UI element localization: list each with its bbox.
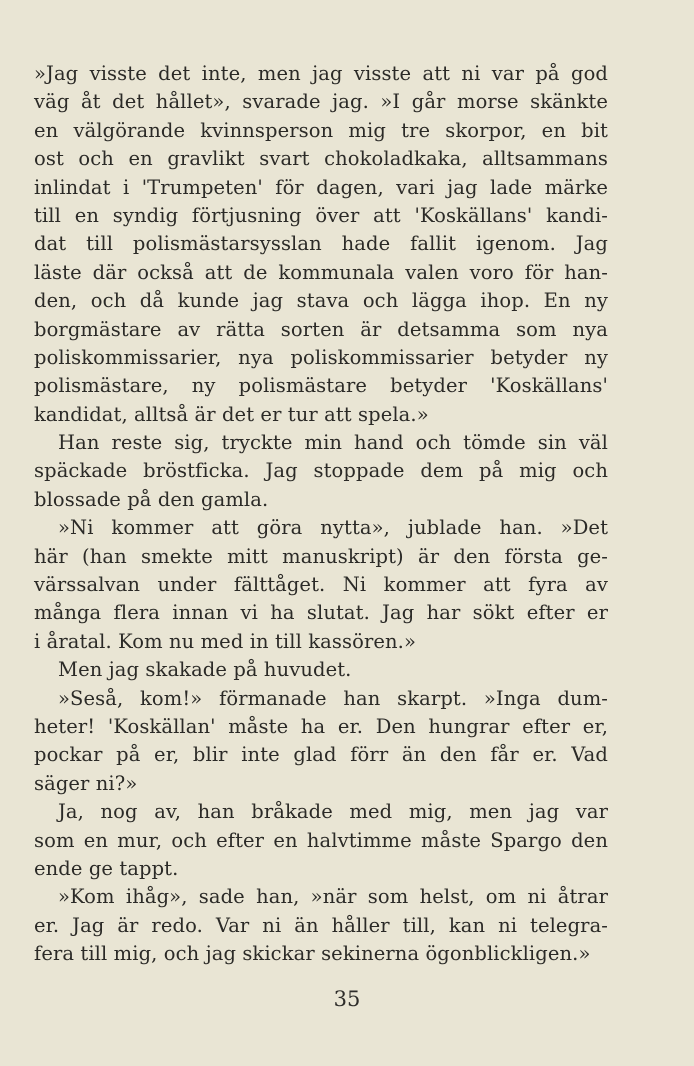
text-line: ende ge tappt. (34, 856, 179, 880)
text-line: polismästare, ny polismästare betyder 'Koskällans' (34, 374, 608, 398)
text-line: väg åt det hållet», svarade jag. »I går morse skänkte (34, 90, 608, 114)
text-line: borgmästare av rätta sorten är detsamma som nya (34, 317, 608, 341)
text-line: Men jag skakade på huvudet. (58, 658, 352, 682)
text-line: Han reste sig, tryckte min hand och tömde sin väl (58, 431, 608, 455)
text-line: dat till polismästarsysslan hade fallit igenom. Jag (34, 232, 608, 256)
text-line: »Seså, kom!» förmanade han skarpt. »Inga dum- (58, 686, 608, 710)
text-line: här (han smekte mitt manuskript) är den första ge- (34, 544, 608, 568)
text-line: »Ni kommer att göra nytta», jublade han. »Det (58, 516, 608, 540)
text-line: »Jag visste det inte, men jag visste att ni var på god (34, 62, 608, 85)
text-line: en välgörande kvinnsperson mig tre skorpor, en bit (34, 118, 608, 142)
paragraph-4 (34, 656, 608, 684)
text-line: säger ni?» (34, 771, 138, 795)
body-text (34, 60, 608, 969)
text-line: poliskommissarier, nya poliskommissarier betyder ny (34, 345, 608, 369)
text-line: pockar på er, blir inte glad förr än den får er. Vad (34, 743, 608, 767)
text-line: till en syndig förtjusning över att 'Koskällans' kandi- (34, 203, 608, 227)
paragraph-5 (34, 685, 608, 799)
text-line: blossade på den gamla. (34, 487, 269, 511)
paragraph-2 (34, 429, 608, 514)
text-line: späckade bröstficka. Jag stoppade dem på mig och (34, 459, 608, 483)
text-line: Ja, nog av, han bråkade med mig, men jag var (58, 800, 608, 824)
page-number: 35 (333, 987, 361, 1011)
text-line: ost och en gravlikt svart chokoladkaka, alltsammans (34, 147, 608, 171)
text-line: kandidat, alltså är det er tur att spela.» (34, 402, 429, 426)
text-line: läste där också att de kommunala valen voro för han- (34, 260, 608, 284)
text-line: inlindat i 'Trumpeten' för dagen, vari jag lade märke (34, 175, 608, 199)
text-line: er. Jag är redo. Var ni än håller till, kan ni telegra- (34, 913, 608, 937)
text-line: fera till mig, och jag skickar sekinerna ögonblickligen.» (34, 942, 591, 966)
text-line: den, och då kunde jag stava och lägga ihop. En ny (34, 289, 608, 313)
text-line: i åratal. Kom nu med in till kassören.» (34, 629, 416, 653)
paragraph-3 (34, 514, 608, 656)
paragraph-6 (34, 798, 608, 883)
text-line: värssalvan under fälttåget. Ni kommer att fyra av (34, 573, 608, 597)
text-line: som en mur, och efter en halvtimme måste Spargo den (34, 828, 608, 852)
text-line: heter! 'Koskällan' måste ha er. Den hungrar efter er, (34, 714, 608, 738)
paragraph-7 (34, 883, 608, 968)
text-line: »Kom ihåg», sade han, »när som helst, om ni åtrar (58, 885, 608, 909)
paragraph-1 (34, 60, 608, 429)
text-line: många flera innan vi ha slutat. Jag har sökt efter er (34, 601, 608, 625)
